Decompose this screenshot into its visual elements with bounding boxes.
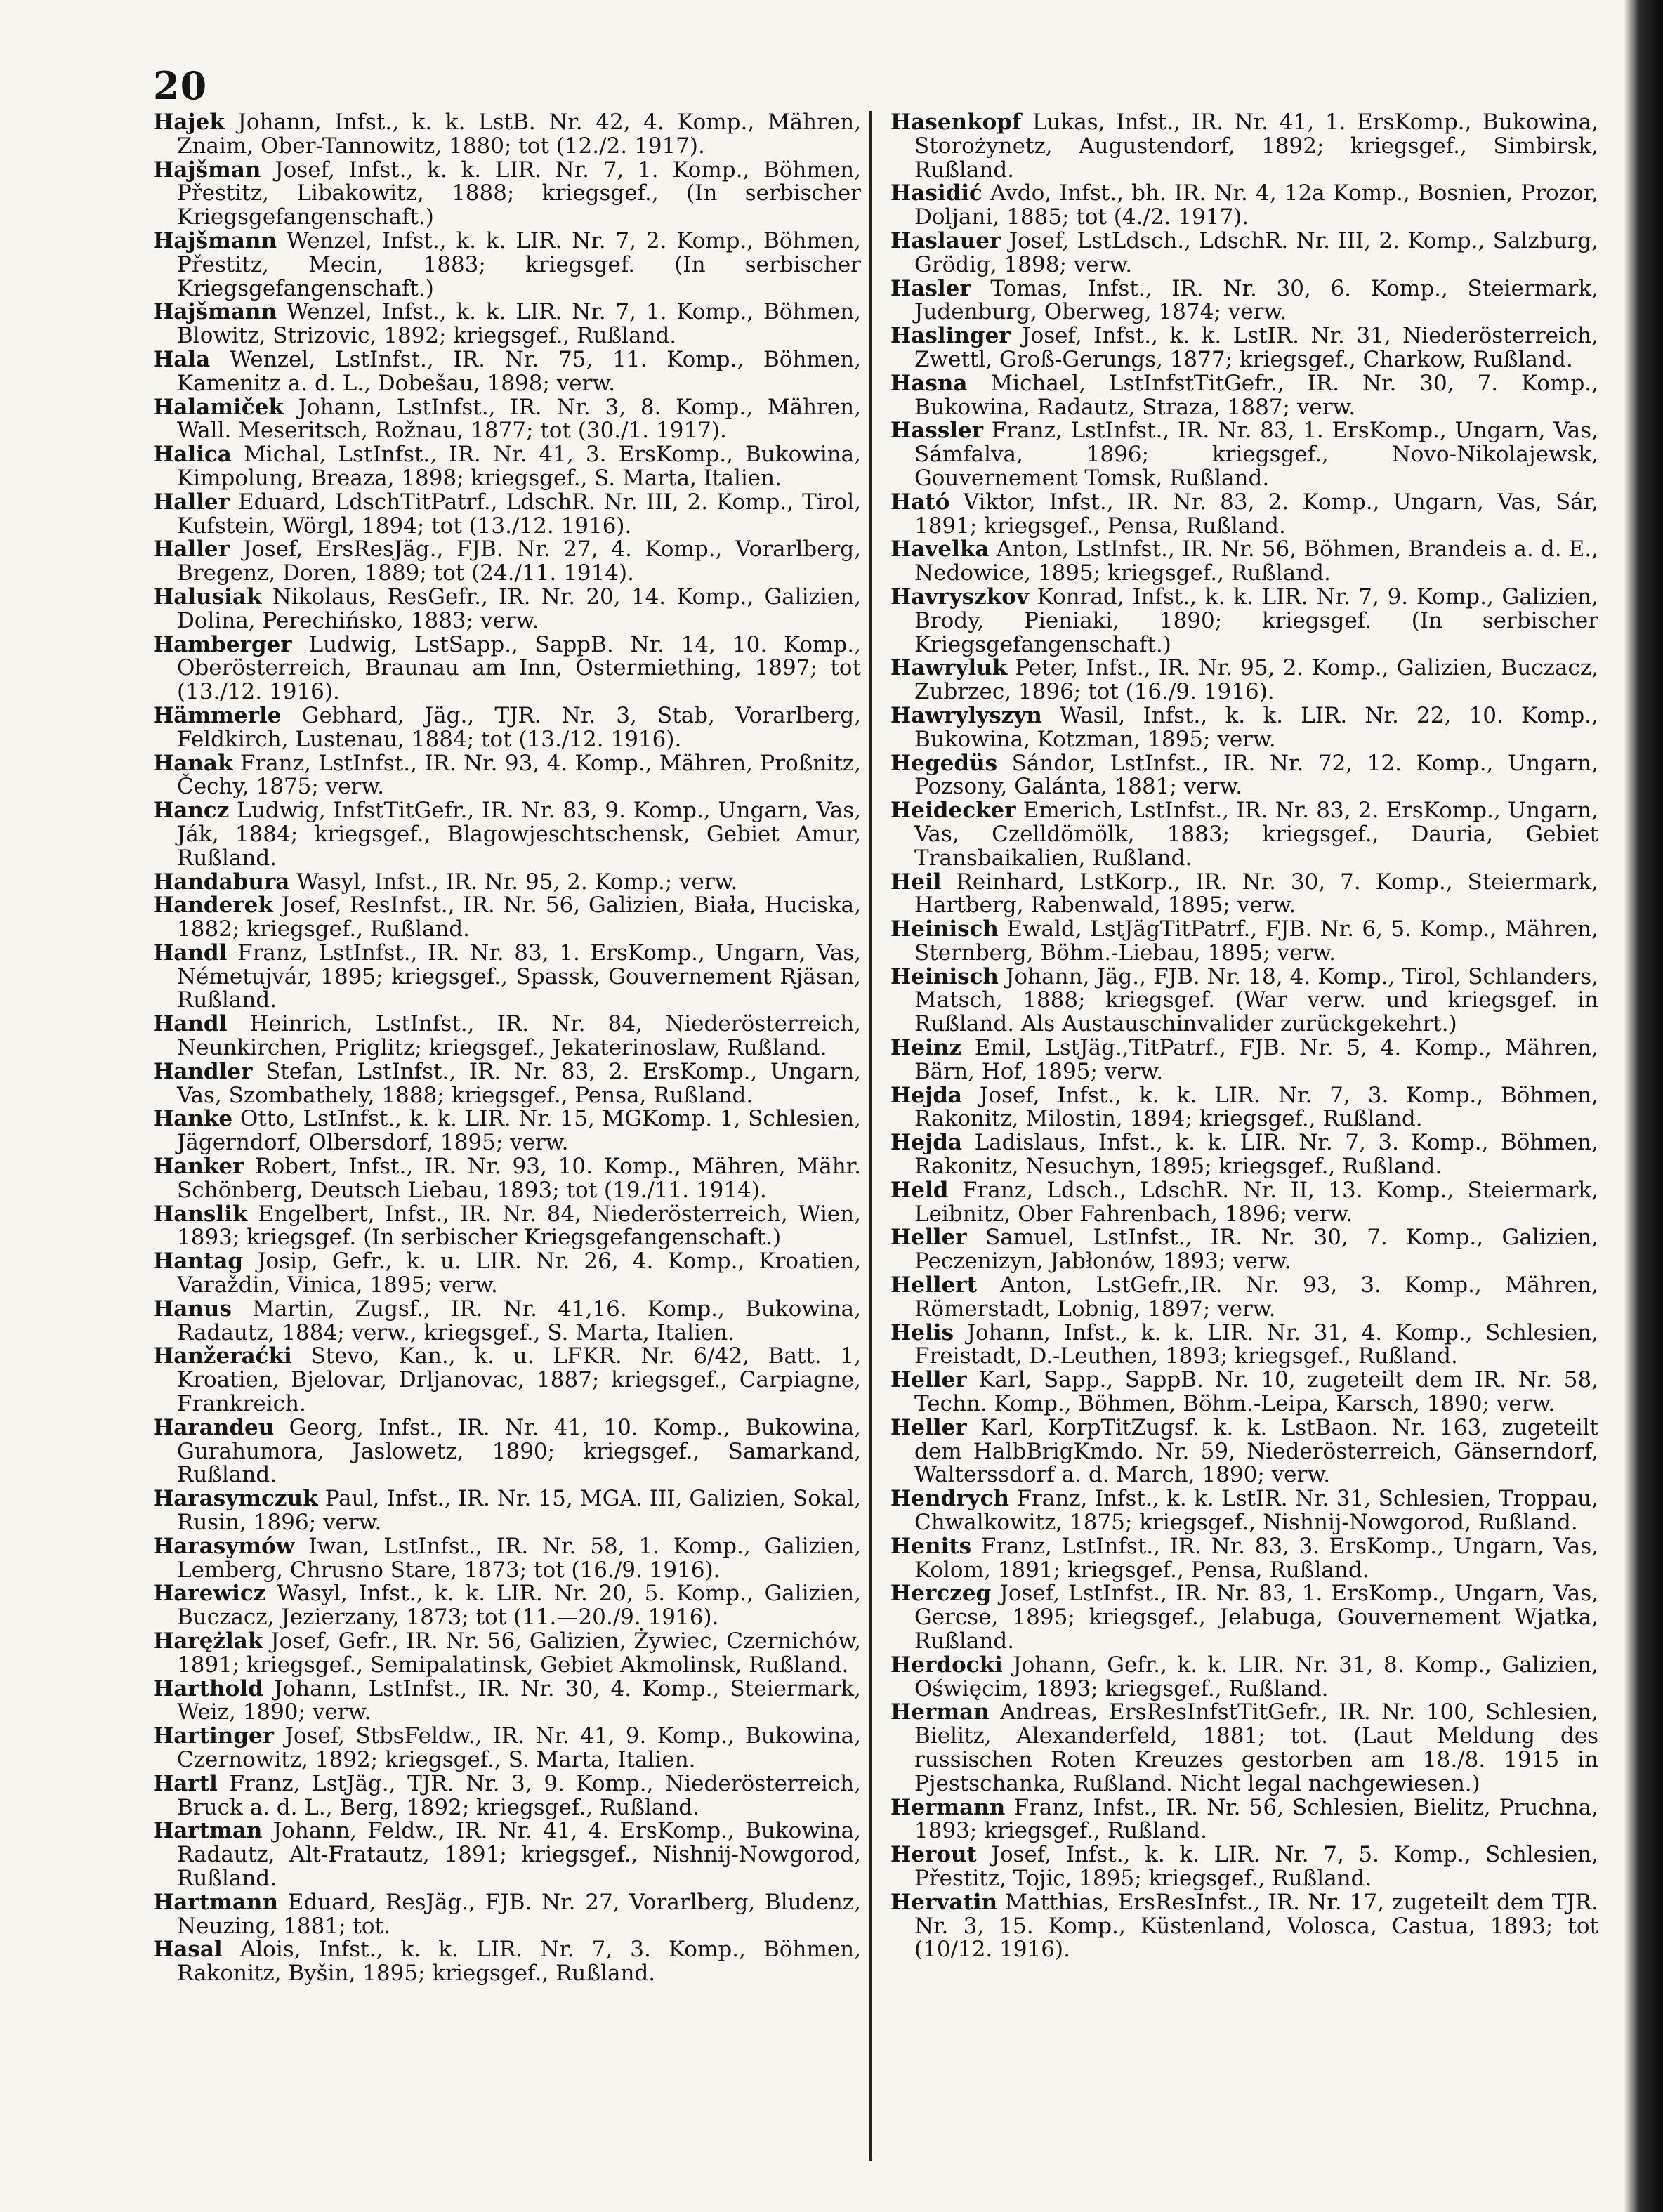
register-entry xyxy=(153,1891,861,1939)
register-entry xyxy=(153,752,861,800)
entry-surname: Hasal xyxy=(153,1937,223,1963)
entry-details: Lukas, Infst., IR. Nr. 41, 1. ErsKomp., Bukowina, Storożynetz, Augustendorf, 1892; kriegsgef., Simbirsk, Rußland. xyxy=(914,110,1598,183)
entry-surname: Hermann xyxy=(890,1794,1006,1820)
entry-details: Matthias, ErsResInfst., IR. Nr. 17, zugeteilt dem TJR. Nr. 3, 15. Komp., Küstenland, Volosca, Castua, 1893; tot (10/12. 1916). xyxy=(914,1889,1598,1963)
register-entry xyxy=(153,633,861,704)
entry-surname: Hämmerle xyxy=(153,702,282,728)
register-entry xyxy=(153,301,861,348)
entry-surname: Helis xyxy=(890,1319,954,1345)
entry-surname: Hendrych xyxy=(890,1486,1009,1512)
register-entry xyxy=(153,1772,861,1820)
entry-details: Johann, Feldw., IR. Nr. 41, 4. ErsKomp., Bukowina, Radautz, Alt-Fratautz, 1891; kriegsgef., Nishnij-Nowgorod, Rußland. xyxy=(177,1818,862,1891)
entry-surname: Halusiak xyxy=(153,584,262,610)
entry-surname: Hajšman xyxy=(153,157,261,183)
entry-details: Josef, LstInfst., IR. Nr. 83, 1. ErsKomp., Ungarn, Vas, Gercse, 1895; kriegsgef., Jelabuga, Gouvernement Wjatka, Rußland. xyxy=(914,1581,1598,1654)
register-entry xyxy=(890,1226,1598,1274)
entry-details: Alois, Infst., k. k. LIR. Nr. 7, 3. Komp., Böhmen, Rakonitz, Byšin, 1895; kriegsgef., Rußland. xyxy=(177,1937,861,1987)
register-entry xyxy=(890,799,1598,870)
entry-surname: Heinisch xyxy=(890,963,999,989)
entry-details: Wenzel, Infst., k. k. LIR. Nr. 7, 1. Komp., Böhmen, Blowitz, Strizovic, 1892; kriegsgef., Rußland. xyxy=(177,299,862,349)
entry-details: Anton, LstInfst., IR. Nr. 56, Böhmen, Brandeis a. d. E., Nedowice, 1895; kriegsgef., Rußland. xyxy=(914,536,1598,586)
entry-details: Josef, ErsResJäg., FJB. Nr. 27, 4. Komp., Vorarlberg, Bregenz, Doren, 1889; tot (24./11. 1914). xyxy=(177,536,862,586)
register-entry xyxy=(153,1298,861,1345)
register-entry xyxy=(890,182,1598,230)
entry-details: Wasyl, Infst., IR. Nr. 95, 2. Komp.; verw. xyxy=(296,869,738,895)
entry-details: Josef, Infst., k. k. LIR. Nr. 7, 1. Komp., Böhmen, Přestitz, Libakowitz, 1888; kriegsgef., (In serbischer Kriegsgefangenschaft.) xyxy=(177,157,861,230)
entry-surname: Hanker xyxy=(153,1154,244,1180)
entry-details: Stefan, LstInfst., IR. Nr. 83, 2. ErsKomp., Ungarn, Vas, Szombathely, 1888; kriegsgef., Pensa, Rußland. xyxy=(177,1058,861,1108)
entry-surname: Hamberger xyxy=(153,631,292,657)
entry-surname: Hassler xyxy=(890,418,984,444)
register-entry xyxy=(890,538,1598,586)
entry-surname: Heller xyxy=(890,1367,967,1393)
entry-details: Avdo, Infst., bh. IR. Nr. 4, 12a Komp., Bosnien, Prozor, Doljani, 1885; tot (4./2. 1917). xyxy=(914,180,1598,230)
register-entry xyxy=(890,419,1598,490)
page-edge-shadow xyxy=(1624,0,1663,2212)
entry-details: Josip, Gefr., k. u. LIR. Nr. 26, 4. Komp., Kroatien, Varaždin, Vinica, 1895; verw. xyxy=(177,1249,862,1298)
entry-details: Josef, LstLdsch., LdschR. Nr. III, 2. Komp., Salzburg, Grödig, 1898; verw. xyxy=(914,228,1598,277)
entry-surname: Hanke xyxy=(153,1106,233,1132)
register-entry xyxy=(890,1843,1598,1891)
column-divider xyxy=(869,111,872,2161)
register-entry xyxy=(890,1179,1598,1227)
register-entry xyxy=(890,918,1598,966)
entry-surname: Harthold xyxy=(153,1676,263,1701)
register-entry xyxy=(153,1725,861,1772)
register-entry xyxy=(153,491,861,539)
entry-details: Tomas, Infst., IR. Nr. 30, 6. Komp., Steiermark, Judenburg, Oberweg, 1874; verw. xyxy=(914,275,1599,325)
entry-surname: Herman xyxy=(890,1699,990,1725)
entry-surname: Hajšmann xyxy=(153,228,277,254)
entry-details: Franz, LstInfst., IR. Nr. 83, 1. ErsKomp., Ungarn, Vas, Németujvár, 1895; kriegsgef., Spassk, Gouvernement Rjäsan, Rußland. xyxy=(177,940,861,1013)
register-entry xyxy=(153,1060,861,1108)
register-entry xyxy=(890,277,1598,325)
register-entry xyxy=(890,1582,1598,1653)
entry-surname: Heller xyxy=(890,1414,967,1440)
entry-details: Wasil, Infst., k. k. LIR. Nr. 22, 10. Komp., Bukowina, Kotzman, 1895; verw. xyxy=(914,702,1598,752)
entry-details: Samuel, LstInfst., IR. Nr. 30, 7. Komp., Galizien, Peczenizyn, Jabłonów, 1893; verw. xyxy=(914,1225,1598,1275)
entry-surname: Handler xyxy=(153,1058,253,1084)
register-entry xyxy=(890,1036,1598,1084)
right-column xyxy=(890,111,1598,1962)
entry-details: Michal, LstInfst., IR. Nr. 41, 3. ErsKomp., Bukowina, Kimpolung, Breaza, 1898; kriegsgef., S. Marta, Italien. xyxy=(177,442,861,491)
entry-details: Josef, Infst., k. k. LIR. Nr. 7, 3. Komp., Böhmen, Rakonitz, Milostin, 1894; kriegsgef., Rußland. xyxy=(914,1082,1598,1132)
entry-surname: Hala xyxy=(153,346,211,372)
entry-details: Johann, Gefr., k. k. LIR. Nr. 31, 8. Komp., Galizien, Oświęcim, 1893; kriegsgef., Rußland. xyxy=(914,1652,1598,1701)
entry-details: Michael, LstInfstTitGefr., IR. Nr. 30, 7. Komp., Bukowina, Radautz, Straza, 1887; verw. xyxy=(914,370,1598,420)
register-entry xyxy=(890,657,1598,704)
register-entry xyxy=(153,1582,861,1630)
entry-surname: Haslauer xyxy=(890,228,1001,254)
entry-details: Johann, Jäg., FJB. Nr. 18, 4. Komp., Tirol, Schlanders, Matsch, 1888; kriegsgef. (War verw. und kriegsgef. in Rußland. Als Austauschinvalider zurückgekehrt.) xyxy=(914,963,1599,1037)
register-entry xyxy=(153,443,861,491)
entry-details: Josef, Infst., k. k. LstIR. Nr. 31, Niederösterreich, Zwettl, Groß-Gerungs, 1877; kriegsgef., Charkow, Rußland. xyxy=(914,323,1599,372)
register-entry xyxy=(890,1535,1598,1583)
register-entry xyxy=(153,799,861,870)
entry-details: Franz, Infst., IR. Nr. 56, Schlesien, Bielitz, Pruchna, 1893; kriegsgef., Rußland. xyxy=(914,1794,1598,1844)
entry-surname: Ható xyxy=(890,489,950,515)
entry-surname: Held xyxy=(890,1177,949,1203)
entry-surname: Herout xyxy=(890,1842,977,1868)
register-entry xyxy=(153,942,861,1013)
register-entry xyxy=(153,159,861,230)
entry-surname: Hervatin xyxy=(890,1889,998,1915)
entry-details: Paul, Infst., IR. Nr. 15, MGA. III, Galizien, Sokal, Rusin, 1896; verw. xyxy=(177,1486,861,1536)
register-entry xyxy=(890,111,1598,182)
register-entry xyxy=(153,1013,861,1060)
entry-surname: Handerek xyxy=(153,893,273,919)
entry-surname: Harasymów xyxy=(153,1533,295,1559)
register-entry xyxy=(153,1250,861,1298)
register-entry xyxy=(153,1203,861,1251)
entry-surname: Hartinger xyxy=(153,1723,275,1749)
entry-details: Franz, Ldsch., LdschR. Nr. II, 13. Komp., Steiermark, Leibnitz, Ober Fahrenbach, 1896; verw. xyxy=(914,1177,1599,1227)
entry-surname: Haller xyxy=(153,536,230,562)
entry-surname: Hanus xyxy=(153,1296,232,1322)
register-entry xyxy=(890,324,1598,372)
entry-surname: Hancz xyxy=(153,798,230,824)
register-entry xyxy=(153,1938,861,1986)
entry-details: Robert, Infst., IR. Nr. 93, 10. Komp., Mähren, Mähr. Schönberg, Deutsch Liebau, 1893; tot (19./11. 1914). xyxy=(177,1154,861,1203)
entry-details: Ludwig, InfstTitGefr., IR. Nr. 83, 9. Komp., Ungarn, Vas, Ják, 1884; kriegsgef., Blagowjeschtschensk, Gebiet Amur, Rußland. xyxy=(177,798,861,871)
entry-details: Engelbert, Infst., IR. Nr. 84, Niederösterreich, Wien, 1893; kriegsgef. (In serbischer Kriegsgefangenschaft.) xyxy=(177,1201,861,1251)
register-entry xyxy=(890,1487,1598,1535)
page-number: 20 xyxy=(153,63,208,108)
register-entry xyxy=(890,704,1598,752)
register-entry xyxy=(890,1701,1598,1796)
register-entry xyxy=(153,1345,861,1416)
entry-details: Franz, Infst., k. k. LstIR. Nr. 31, Schlesien, Troppau, Chwalkowitz, 1875; kriegsgef., Nishnij-Nowgorod, Rußland. xyxy=(914,1486,1598,1536)
entry-surname: Hanslik xyxy=(153,1201,248,1227)
entry-details: Josef, Gefr., IR. Nr. 56, Galizien, Żywiec, Czernichów, 1891; kriegsgef., Semipalatinsk, Gebiet Akmolinsk, Rußland. xyxy=(177,1628,861,1678)
entry-details: Martin, Zugsf., IR. Nr. 41,16. Komp., Bukowina, Radautz, 1884; verw., kriegsgef., S. Marta, Italien. xyxy=(177,1296,861,1345)
entry-surname: Hasenkopf xyxy=(890,110,1022,135)
entry-surname: Hasler xyxy=(890,275,971,301)
entry-surname: Hanžeraćki xyxy=(153,1343,292,1369)
register-entry xyxy=(890,372,1598,420)
entry-surname: Hellert xyxy=(890,1272,977,1298)
entry-details: Johann, Infst., k. k. LstB. Nr. 42, 4. Komp., Mähren, Znaim, Ober-Tannowitz, 1880; tot (12./2. 1917). xyxy=(177,110,861,159)
register-entry xyxy=(153,1487,861,1535)
register-entry xyxy=(153,1155,861,1203)
entry-details: Andreas, ErsResInfstTitGefr., IR. Nr. 100, Schlesien, Bielitz, Alexanderfeld, 1881; tot. (Laut Meldung des russischen Roten Kreuzes gestorben am 18./8. 1915 in Pjestschanka, Rußland. Nicht legal nachgewiesen.) xyxy=(914,1699,1598,1796)
entry-details: Franz, LstInfst., IR. Nr. 83, 3. ErsKomp., Ungarn, Vas, Kolom, 1891; kriegsgef., Pensa, Rußland. xyxy=(914,1533,1599,1583)
entry-surname: Hejda xyxy=(890,1082,962,1108)
entry-surname: Hajšmann xyxy=(153,299,277,325)
register-entry xyxy=(890,1416,1598,1487)
register-entry xyxy=(153,1107,861,1155)
entry-details: Ewald, LstJägTitPatrf., FJB. Nr. 6, 5. Komp., Mähren, Sternberg, Böhm.-Liebau, 1895; verw. xyxy=(914,916,1598,966)
register-entry xyxy=(890,752,1598,800)
entry-surname: Handabura xyxy=(153,869,290,895)
entry-surname: Haslinger xyxy=(890,323,1011,349)
entry-surname: Heil xyxy=(890,869,942,895)
entry-surname: Henits xyxy=(890,1533,972,1559)
register-entry xyxy=(890,1654,1598,1701)
entry-details: Emil, LstJäg.,TitPatrf., FJB. Nr. 5, 4. Komp., Mähren, Bärn, Hof, 1895; verw. xyxy=(914,1035,1598,1084)
entry-surname: Harewicz xyxy=(153,1581,266,1607)
entry-surname: Hejda xyxy=(890,1130,962,1156)
entry-surname: Hartmann xyxy=(153,1889,278,1915)
register-entry xyxy=(153,348,861,396)
register-entry xyxy=(890,1084,1598,1132)
entry-surname: Hartman xyxy=(153,1818,263,1844)
entry-details: Ladislaus, Infst., k. k. LIR. Nr. 7, 3. Komp., Böhmen, Rakonitz, Nesuchyn, 1895; kriegsgef., Rußland. xyxy=(914,1130,1598,1180)
register-entry xyxy=(890,1274,1598,1322)
entry-details: Franz, LstJäg., TJR. Nr. 3, 9. Komp., Niederösterreich, Bruck a. d. L., Berg, 1892; kriegsgef., Rußland. xyxy=(177,1770,861,1820)
entry-details: Franz, LstInfst., IR. Nr. 93, 4. Komp., Mähren, Proßnitz, Čechy, 1875; verw. xyxy=(177,750,861,800)
entry-surname: Hanak xyxy=(153,750,233,776)
register-entry xyxy=(153,1678,861,1725)
entry-details: Ludwig, LstSapp., SappB. Nr. 14, 10. Komp., Oberösterreich, Braunau am Inn, Ostermiething, 1897; tot (13./12. 1916). xyxy=(177,631,861,705)
entry-details: Anton, LstGefr.,IR. Nr. 93, 3. Komp., Mähren, Römerstadt, Lobnig, 1897; verw. xyxy=(914,1272,1598,1322)
entry-details: Iwan, LstInfst., IR. Nr. 58, 1. Komp., Galizien, Lemberg, Chrusno Stare, 1873; tot (16./9. 1916). xyxy=(177,1533,862,1583)
entry-surname: Heinisch xyxy=(890,916,999,942)
register-entry xyxy=(890,1891,1598,1962)
entry-details: Sándor, LstInfst., IR. Nr. 72, 12. Komp., Ungarn, Pozsony, Galánta, 1881; verw. xyxy=(914,750,1599,800)
register-entry xyxy=(153,1535,861,1583)
entry-surname: Handl xyxy=(153,1011,228,1037)
register-entry xyxy=(890,491,1598,539)
register-entry xyxy=(153,1819,861,1890)
register-entry xyxy=(153,871,861,895)
entry-surname: Herczeg xyxy=(890,1581,992,1607)
register-entry xyxy=(153,894,861,942)
register-entry xyxy=(890,586,1598,657)
entry-surname: Halica xyxy=(153,442,232,468)
entry-details: Wenzel, Infst., k. k. LIR. Nr. 7, 2. Komp., Böhmen, Přestitz, Mecin, 1883; kriegsgef. (In serbischer Kriegsgefangenschaft.) xyxy=(177,228,862,301)
register-entry xyxy=(153,1416,861,1487)
register-entry xyxy=(153,111,861,159)
entry-details: Karl, KorpTitZugsf. k. k. LstBaon. Nr. 163, zugeteilt dem HalbBrigKmdo. Nr. 59, Niederösterreich, Gänserndorf, Walterssdorf a. d. March, 1890; verw. xyxy=(914,1414,1598,1488)
entry-details: Eduard, ResJäg., FJB. Nr. 27, Vorarlberg, Bludenz, Neuzing, 1881; tot. xyxy=(177,1889,861,1939)
entry-details: Johann, LstInfst., IR. Nr. 3, 8. Komp., Mähren, Wall. Meseritsch, Rožnau, 1877; tot (30./1. 1917). xyxy=(177,394,861,444)
register-entry xyxy=(890,1131,1598,1179)
entry-details: Otto, LstInfst., k. k. LIR. Nr. 15, MGKomp. 1, Schlesien, Jägerndorf, Olbersdorf, 1895; verw. xyxy=(177,1106,861,1156)
entry-details: Georg, Infst., IR. Nr. 41, 10. Komp., Bukowina, Gurahumora, Jaslowetz, 1890; kriegsgef., Samarkand, Rußland. xyxy=(177,1414,861,1488)
register-entry xyxy=(153,538,861,586)
entry-surname: Heidecker xyxy=(890,798,1016,824)
entry-details: Johann, LstInfst., IR. Nr. 30, 4. Komp., Steiermark, Weiz, 1890; verw. xyxy=(177,1676,861,1725)
entry-details: Franz, LstInfst., IR. Nr. 83, 1. ErsKomp., Ungarn, Vas, Sámfalva, 1896; kriegsgef., Novo-Nikolajewsk, Gouvernement Tomsk, Rußland. xyxy=(914,418,1599,491)
entry-details: Nikolaus, ResGefr., IR. Nr. 20, 14. Komp., Galizien, Dolina, Perechińsko, 1883; verw. xyxy=(177,584,861,633)
entry-surname: Hasidić xyxy=(890,180,982,206)
entry-details: Eduard, LdschTitPatrf., LdschR. Nr. III, 2. Komp., Tirol, Kufstein, Wörgl, 1894; tot (13./12. 1916). xyxy=(177,489,861,539)
entry-surname: Herdocki xyxy=(890,1652,1003,1678)
entry-surname: Hawryluk xyxy=(890,655,1008,681)
entry-surname: Hartl xyxy=(153,1770,218,1796)
entry-details: Karl, Sapp., SappB. Nr. 10, zugeteilt dem IR. Nr. 58, Techn. Komp., Böhmen, Böhm.-Leipa, Karsch, 1890; verw. xyxy=(914,1367,1599,1417)
entry-details: Peter, Infst., IR. Nr. 95, 2. Komp., Galizien, Buczacz, Zubrzec, 1896; tot (16./9. 1916). xyxy=(914,655,1599,705)
entry-details: Heinrich, LstInfst., IR. Nr. 84, Niederösterreich, Neunkirchen, Priglitz; kriegsgef., Jekaterinoslaw, Rußland. xyxy=(177,1011,861,1061)
entry-details: Josef, StbsFeldw., IR. Nr. 41, 9. Komp., Bukowina, Czernowitz, 1892; kriegsgef., S. Marta, Italien. xyxy=(177,1723,861,1772)
entry-details: Johann, Infst., k. k. LIR. Nr. 31, 4. Komp., Schlesien, Freistadt, D.-Leuthen, 1893; kriegsgef., Rußland. xyxy=(914,1319,1598,1369)
entry-surname: Hasna xyxy=(890,370,968,396)
entry-surname: Hawrylyszyn xyxy=(890,702,1042,728)
entry-surname: Haller xyxy=(153,489,230,515)
entry-surname: Harasymczuk xyxy=(153,1486,318,1512)
entry-surname: Halamiček xyxy=(153,394,284,420)
entry-surname: Heller xyxy=(890,1225,967,1251)
entry-details: Reinhard, LstKorp., IR. Nr. 30, 7. Komp., Steiermark, Hartberg, Rabenwald, 1895; verw. xyxy=(914,869,1598,919)
register-entry xyxy=(153,704,861,752)
entry-surname: Handl xyxy=(153,940,228,966)
entry-details: Konrad, Infst., k. k. LIR. Nr. 7, 9. Komp., Galizien, Brody, Pieniaki, 1890; kriegsgef. (In serbischer Kriegsgefangenschaft.) xyxy=(914,584,1598,657)
register-entry xyxy=(890,871,1598,919)
register-entry xyxy=(153,230,861,301)
entry-surname: Havelka xyxy=(890,536,990,562)
entry-surname: Havryszkov xyxy=(890,584,1029,610)
register-entry xyxy=(890,963,1599,1037)
entry-surname: Hantag xyxy=(153,1249,243,1275)
register-entry xyxy=(153,586,861,633)
entry-surname: Hajek xyxy=(153,110,225,135)
entry-details: Josef, Infst., k. k. LIR. Nr. 7, 5. Komp., Schlesien, Přestitz, Tojic, 1895; kriegsgef., Rußland. xyxy=(914,1842,1598,1891)
entry-surname: Harężlak xyxy=(153,1628,263,1654)
entry-details: Wenzel, LstInfst., IR. Nr. 75, 11. Komp., Böhmen, Kamenitz a. d. L., Dobešau, 1898; verw. xyxy=(177,346,861,396)
register-entry xyxy=(153,1630,861,1678)
entry-surname: Heinz xyxy=(890,1035,961,1061)
register-entry xyxy=(890,230,1598,277)
register-entry xyxy=(153,396,861,444)
register-entry xyxy=(890,1319,1598,1369)
entry-details: Viktor, Infst., IR. Nr. 83, 2. Komp., Ungarn, Vas, Sár, 1891; kriegsgef., Pensa, Rußland. xyxy=(914,489,1598,539)
left-column xyxy=(153,111,861,1986)
register-entry xyxy=(890,1796,1598,1844)
entry-surname: Hegedüs xyxy=(890,750,998,776)
entry-details: Gebhard, Jäg., TJR. Nr. 3, Stab, Vorarlberg, Feldkirch, Lustenau, 1884; tot (13./12. 1916). xyxy=(177,702,861,752)
entry-details: Stevo, Kan., k. u. LFKR. Nr. 6/42, Batt. 1, Kroatien, Bjelovar, Drljanovac, 1887; kriegsgef., Carpiagne, Frankreich. xyxy=(177,1343,861,1417)
entry-details: Josef, ResInfst., IR. Nr. 56, Galizien, Biała, Huciska, 1882; kriegsgef., Rußland. xyxy=(177,893,861,942)
entry-details: Wasyl, Infst., k. k. LIR. Nr. 20, 5. Komp., Galizien, Buczacz, Jezierzany, 1873; tot (11.—20./9. 1916). xyxy=(177,1581,861,1631)
entry-surname: Harandeu xyxy=(153,1414,275,1440)
entry-details: Emerich, LstInfst., IR. Nr. 83, 2. ErsKomp., Ungarn, Vas, Czelldömölk, 1883; kriegsgef., Dauria, Gebiet Transbaikalien, Rußland. xyxy=(914,798,1598,871)
register-entry xyxy=(890,1369,1598,1416)
